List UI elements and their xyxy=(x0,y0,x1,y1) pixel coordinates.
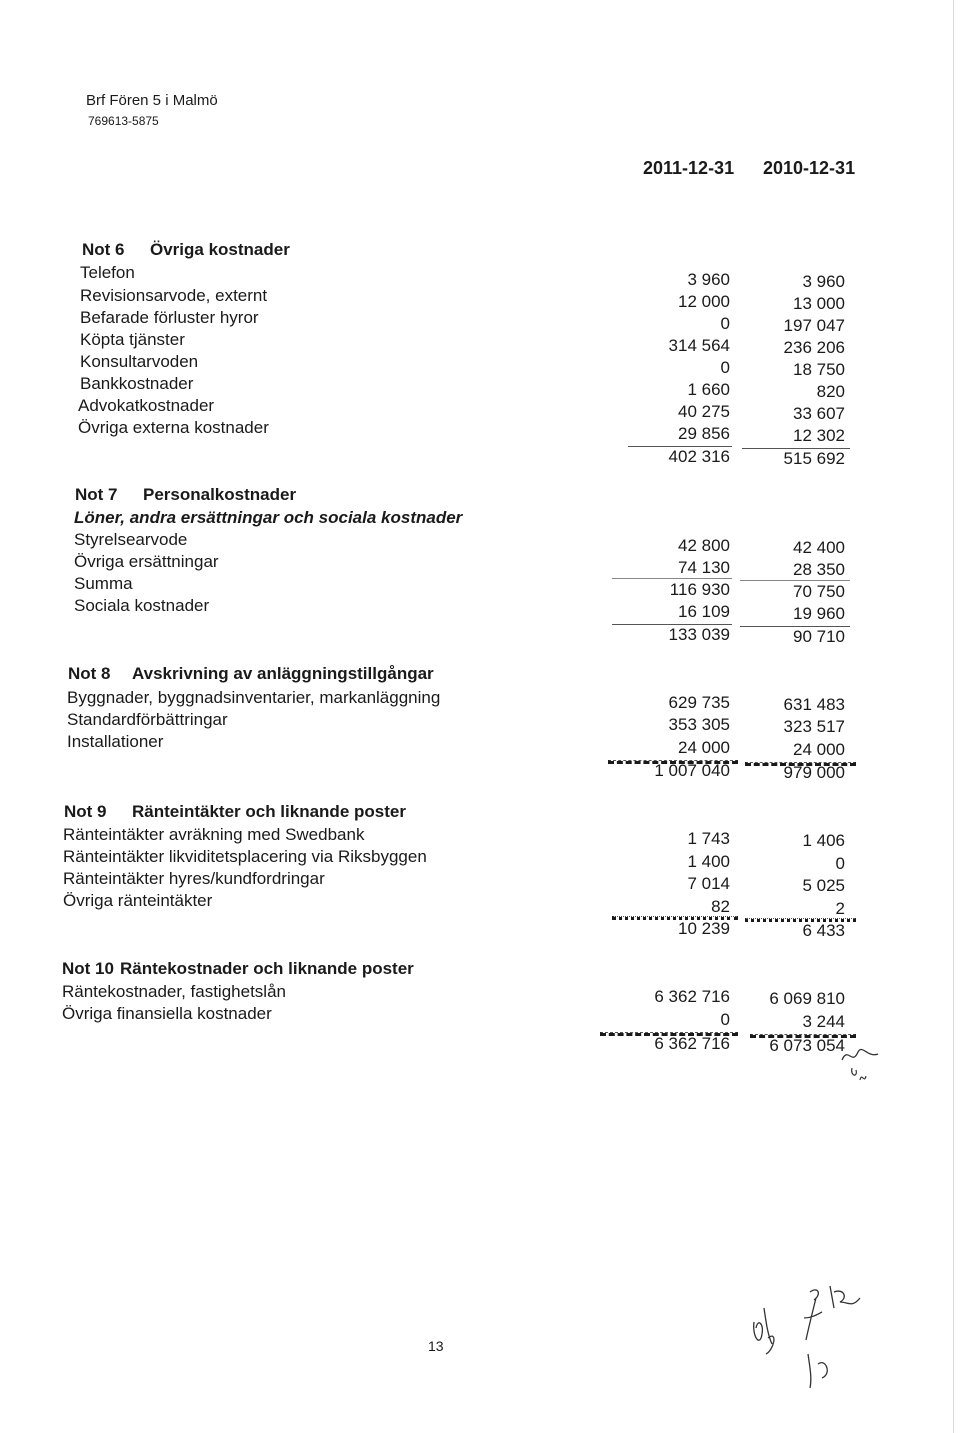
row-label: Byggnader, byggnadsinventarier, markanläggning xyxy=(67,688,441,707)
value-previous: 70 750 xyxy=(793,582,845,601)
value-previous: 3 960 xyxy=(802,272,845,291)
value-current: 16 109 xyxy=(678,602,730,621)
sum-rule xyxy=(612,578,732,579)
sum-rule xyxy=(628,446,732,447)
handwritten-initials-mark xyxy=(838,1038,898,1090)
value-previous: 6 069 810 xyxy=(769,989,845,1008)
row-label: Övriga finansiella kostnader xyxy=(62,1004,272,1023)
note-subtitle: Löner, andra ersättningar och sociala kostnader xyxy=(74,508,463,527)
value-previous: 820 xyxy=(816,382,845,401)
sum-rule xyxy=(742,448,850,449)
value-current: 3 960 xyxy=(687,270,730,289)
total-current: 133 039 xyxy=(668,625,730,644)
value-previous: 631 483 xyxy=(783,695,845,714)
row-label: Sociala kostnader xyxy=(74,596,210,615)
note-heading: Personalkostnader xyxy=(143,485,297,504)
value-previous: 12 302 xyxy=(793,426,845,445)
org-number: 769613-5875 xyxy=(88,114,159,128)
note-6-title xyxy=(82,240,290,260)
value-current: 74 130 xyxy=(678,558,730,577)
row-label: Ränteintäkter avräkning med Swedbank xyxy=(63,825,365,844)
row-label: Standardförbättringar xyxy=(67,710,228,729)
row-label: Styrelsearvode xyxy=(74,530,188,549)
value-previous: 2 xyxy=(835,899,845,918)
value-current: 6 362 716 xyxy=(654,987,730,1006)
value-current: 1 660 xyxy=(687,380,730,399)
total-previous: 90 710 xyxy=(793,627,845,646)
total-current: 10 239 xyxy=(678,919,730,938)
row-label: Räntekostnader, fastighetslån xyxy=(62,982,286,1001)
value-current: 1 743 xyxy=(687,829,730,848)
total-current: 1 007 040 xyxy=(654,761,730,780)
value-current: 0 xyxy=(720,314,730,333)
value-current: 29 856 xyxy=(678,424,730,443)
value-previous: 197 047 xyxy=(783,316,845,335)
value-previous: 24 000 xyxy=(793,740,845,759)
sum-rule xyxy=(745,918,856,922)
row-label: Revisionsarvode, externt xyxy=(80,286,268,305)
year-current-header: 2011-12-31 xyxy=(643,158,735,178)
value-previous: 3 244 xyxy=(802,1012,845,1031)
sum-rule xyxy=(745,762,856,766)
note-heading: Övriga kostnader xyxy=(150,240,290,259)
year-previous-header: 2010-12-31 xyxy=(763,158,856,178)
sum-rule xyxy=(612,916,738,920)
note-9-title xyxy=(64,802,406,822)
value-current: 42 800 xyxy=(678,536,730,555)
value-previous: 5 025 xyxy=(802,876,845,895)
row-label: Befarade förluster hyror xyxy=(80,308,259,327)
row-label: Advokatkostnader xyxy=(78,396,215,415)
sum-rule xyxy=(740,626,850,627)
row-label: Telefon xyxy=(80,263,135,282)
sum-rule xyxy=(612,624,732,625)
value-previous: 0 xyxy=(835,854,845,873)
value-previous: 33 607 xyxy=(793,404,845,423)
note-heading: Avskrivning av anläggningstillgångar xyxy=(132,664,434,683)
value-previous: 28 350 xyxy=(793,560,845,579)
sum-rule xyxy=(740,580,850,581)
row-label: Övriga ränteintäkter xyxy=(63,891,213,910)
note-7-title xyxy=(75,485,296,505)
value-previous: 19 960 xyxy=(793,604,845,623)
value-current: 353 305 xyxy=(668,715,730,734)
value-previous: 323 517 xyxy=(783,717,845,736)
note-number: Not 9 xyxy=(64,802,107,821)
value-current: 40 275 xyxy=(678,402,730,421)
row-label: Ränteintäkter hyres/kundfordringar xyxy=(63,869,325,888)
value-previous: 236 206 xyxy=(783,338,845,357)
org-name: Brf Fören 5 i Malmö xyxy=(86,92,218,109)
total-current: 402 316 xyxy=(668,447,730,466)
value-previous: 18 750 xyxy=(793,360,845,379)
total-previous: 515 692 xyxy=(783,449,845,468)
value-current: 629 735 xyxy=(668,693,730,712)
value-current: 0 xyxy=(720,358,730,377)
note-8-title xyxy=(68,664,434,684)
row-label: Konsultarvoden xyxy=(80,352,199,371)
row-label: Övriga externa kostnader xyxy=(78,418,269,437)
row-label: Installationer xyxy=(67,732,164,751)
row-label: Ränteintäkter likviditetsplacering via Riksbyggen xyxy=(63,847,427,866)
page-number: 13 xyxy=(428,1338,444,1354)
value-current: 0 xyxy=(720,1010,730,1029)
value-current: 7 014 xyxy=(687,874,730,893)
value-current: 314 564 xyxy=(668,336,730,355)
note-10-title xyxy=(62,959,414,979)
note-heading: Ränteintäkter och liknande poster xyxy=(132,802,406,821)
sum-rule xyxy=(600,1032,738,1036)
value-current: 24 000 xyxy=(678,738,730,757)
row-label: Bankkostnader xyxy=(80,374,194,393)
value-previous: 42 400 xyxy=(793,538,845,557)
row-label: Köpta tjänster xyxy=(80,330,185,349)
total-previous: 6 433 xyxy=(802,921,845,940)
note-number: Not 7 xyxy=(75,485,118,504)
value-current: 1 400 xyxy=(687,852,730,871)
total-current: 6 362 716 xyxy=(654,1034,730,1053)
handwritten-signature xyxy=(748,1278,898,1398)
note-number: Not 8 xyxy=(68,664,111,683)
value-current: 82 xyxy=(711,897,730,916)
value-current: 116 930 xyxy=(669,580,730,599)
row-label: Summa xyxy=(74,574,133,593)
scan-edge xyxy=(953,0,954,1433)
note-heading: Räntekostnader och liknande poster xyxy=(120,959,414,978)
total-previous: 6 073 054 xyxy=(769,1036,845,1055)
sum-rule xyxy=(608,760,738,764)
note-number: Not 10 xyxy=(62,959,114,978)
row-label: Övriga ersättningar xyxy=(74,552,219,571)
value-current: 12 000 xyxy=(678,292,730,311)
note-number: Not 6 xyxy=(82,240,125,259)
value-previous: 13 000 xyxy=(793,294,845,313)
total-previous: 979 000 xyxy=(783,763,845,782)
value-previous: 1 406 xyxy=(802,831,845,850)
